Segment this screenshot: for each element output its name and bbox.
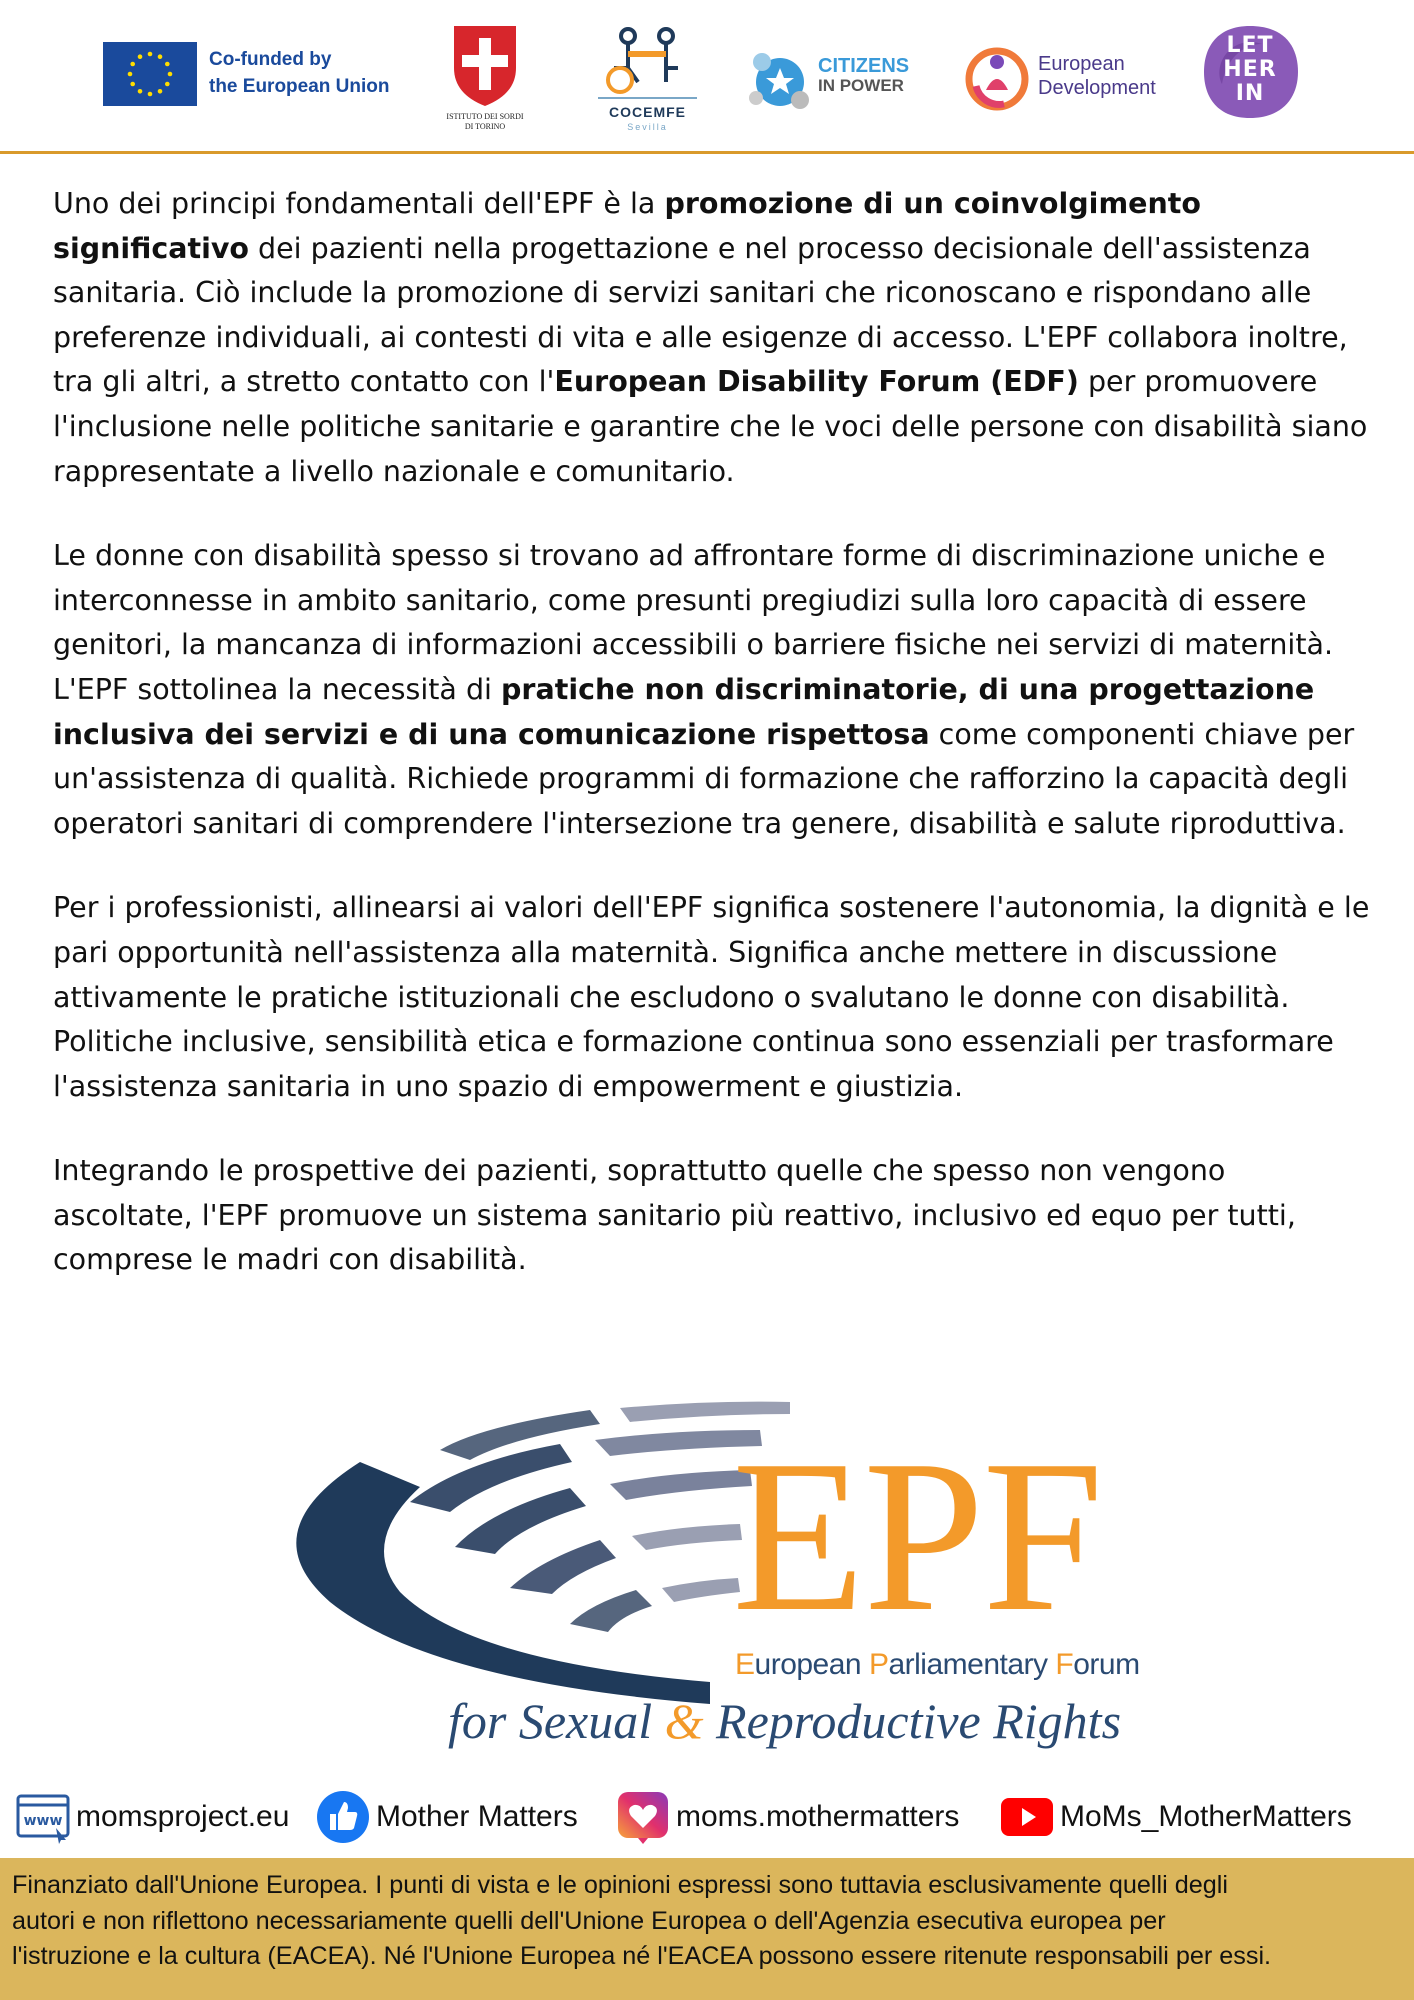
- cocemfe-sevilla-logo: [590, 24, 705, 136]
- people-circle-icon: [964, 46, 1030, 112]
- european-development-logo: [964, 44, 1184, 114]
- cocemfe-sub: Sevilla: [627, 122, 668, 132]
- eu-flag-icon: [103, 42, 197, 106]
- paragraph-1-bold-b: European Disability Forum (EDF): [554, 365, 1079, 399]
- paragraph-1-text-a: Uno dei principi fondamentali dell'EPF è la: [53, 187, 665, 220]
- shield-icon: [440, 22, 530, 108]
- epf-subtitle-word-1: uropean: [754, 1648, 869, 1681]
- epf-subtitle-word-2: arliamentary: [888, 1648, 1056, 1681]
- cocemfe-name: COCEMFE: [609, 104, 686, 120]
- youtube-play-icon: [1000, 1790, 1054, 1844]
- istituto-sordi-torino-logo: [440, 22, 530, 136]
- letherin-logo-line2: HER: [1223, 57, 1277, 82]
- torino-logo-line1: ISTITUTO DEI SORDI: [446, 112, 524, 121]
- instagram-link[interactable]: [616, 1790, 959, 1844]
- epf-logo: [290, 1392, 1140, 1760]
- www-browser-icon: [16, 1790, 70, 1844]
- paragraph-2-text-b: come componenti chiave per un'assistenza di qualità. Richiede programmi di formazione che rafforzino la capacità degli operatori sanitari di comprendere l'intersezione tra genere, disabilità e salute riproduttiva.: [53, 717, 1355, 840]
- paragraph-2-text-a: Le donne con disabilità spesso si trovano ad affrontare forme di discriminazione uniche e interconnesse in ambito sanitario, come presunti pregiudizi sulla loro capacità di essere genitori, la mancanza di informazioni accessibili o barriere fisiche nei servizi di maternità. L'EPF sottolinea la necessità di: [53, 539, 1334, 706]
- youtube-link[interactable]: [1000, 1790, 1352, 1844]
- paragraph-4-text: Integrando le prospettive dei pazienti, soprattutto quelle che spesso non vengono ascoltate, l'EPF promuove un sistema sanitario più reattivo, inclusivo ed equo per tutti, comprese le madri con disabilità.: [53, 1154, 1296, 1277]
- partner-logos-header: [0, 0, 1414, 154]
- let-her-in-logo: [1202, 24, 1304, 120]
- letherin-logo-line3: IN: [1235, 81, 1265, 106]
- citizens-in-power-logo: [744, 46, 924, 116]
- paragraph-2: [53, 534, 1373, 846]
- epf-tagline-ampersand: &: [664, 1693, 704, 1749]
- letherin-logo-line1: LET: [1226, 33, 1274, 58]
- facebook-label: Mother Matters: [376, 1800, 578, 1833]
- eu-cofunded-logo: [103, 42, 423, 106]
- eurodev-logo-line1: European: [1038, 53, 1125, 75]
- puzzle-star-icon: [744, 46, 814, 116]
- article-body: [53, 182, 1373, 1323]
- eu-logo-line2: the European Union: [209, 76, 390, 97]
- epf-subtitle-initial-f: F: [1055, 1648, 1074, 1681]
- eu-disclaimer-footer: [0, 1858, 1414, 2000]
- epf-tagline-part-2: Reproductive Rights: [703, 1693, 1122, 1749]
- paragraph-1-text-c: per promuovere l'inclusione nelle politiche sanitarie e garantire che le voci delle persone con disabilità siano rappresentate a livello nazionale e comunitario.: [53, 365, 1368, 488]
- eurodev-logo-line2: Development: [1038, 77, 1156, 99]
- epf-letters: EPF: [732, 1416, 1102, 1657]
- youtube-label: MoMs_MotherMatters: [1060, 1800, 1352, 1833]
- paragraph-2-bold-a: pratiche non discriminatorie, di una progettazione inclusiva dei servizi e di una comunicazione rispettosa: [53, 672, 1315, 751]
- disclaimer-line-3: l'istruzione e la cultura (EACEA). Né l'Unione Europea né l'EACEA possono essere ritenute responsabili per essi.: [12, 1942, 1272, 1971]
- epf-tagline: [448, 1692, 1121, 1750]
- torino-logo-line2: DI TORINO: [464, 122, 506, 131]
- epf-subtitle-initial-e: E: [735, 1648, 755, 1681]
- website-link[interactable]: [16, 1790, 289, 1844]
- people-meeting-icon: [590, 24, 705, 100]
- paragraph-1: [53, 182, 1373, 494]
- instagram-heart-icon: [616, 1790, 670, 1844]
- paragraph-1-bold-a: promozione di un coinvolgimento significativo: [53, 187, 1201, 265]
- disclaimer-line-1: Finanziato dall'Unione Europea. I punti di vista e le opinioni espressi sono tuttavia esclusivamente quelli degli: [12, 1871, 1228, 1899]
- paragraph-4: [53, 1149, 1373, 1283]
- paragraph-1-text-b: dei pazienti nella progettazione e nel processo decisionale dell'assistenza sanitaria. Ciò include la promozione di servizi sanitari che riconoscano e rispondano alle preferenze individuali, ai contesti di vita e alle esigenze di accesso. L'EPF collabora inoltre, tra gli altri, a stretto contatto con l': [53, 231, 1348, 399]
- paragraph-3-text: Per i professionisti, allinearsi ai valori dell'EPF significa sostenere l'autonomia, la dignità e le pari opportunità nell'assistenza alla maternità. Significa anche mettere in discussione attivamente le pratiche istituzionali che escludono o svalutano le donne con disabilità. Politiche inclusive, sensibilità etica e formazione continua sono essenziali per trasformare l'assistenza sanitaria in uno spazio di empowerment e giustizia.: [53, 891, 1370, 1103]
- instagram-label: moms.mothermatters: [676, 1800, 960, 1833]
- www-icon-text: www: [23, 1813, 63, 1829]
- epf-tagline-part-1: for Sexual: [448, 1693, 665, 1749]
- disclaimer-line-2: autori e non riflettono necessariamente quelli dell'Unione Europea o dell'Agenzia esecutiva europea per: [12, 1906, 1166, 1935]
- epf-subtitle-initial-p: P: [868, 1648, 889, 1681]
- citizens-logo-line1: CITIZENS: [818, 55, 910, 77]
- social-links: [16, 1790, 1406, 1844]
- citizens-logo-line2: IN POWER: [818, 76, 904, 95]
- website-label: momsproject.eu: [76, 1800, 290, 1833]
- facebook-link[interactable]: [316, 1790, 578, 1844]
- eu-logo-line1: Co-funded by: [209, 49, 332, 70]
- paragraph-3: [53, 886, 1373, 1109]
- thumbs-up-icon: [316, 1790, 370, 1844]
- epf-subtitle-word-3: orum: [1073, 1648, 1140, 1681]
- epf-subtitle: [735, 1648, 1140, 1682]
